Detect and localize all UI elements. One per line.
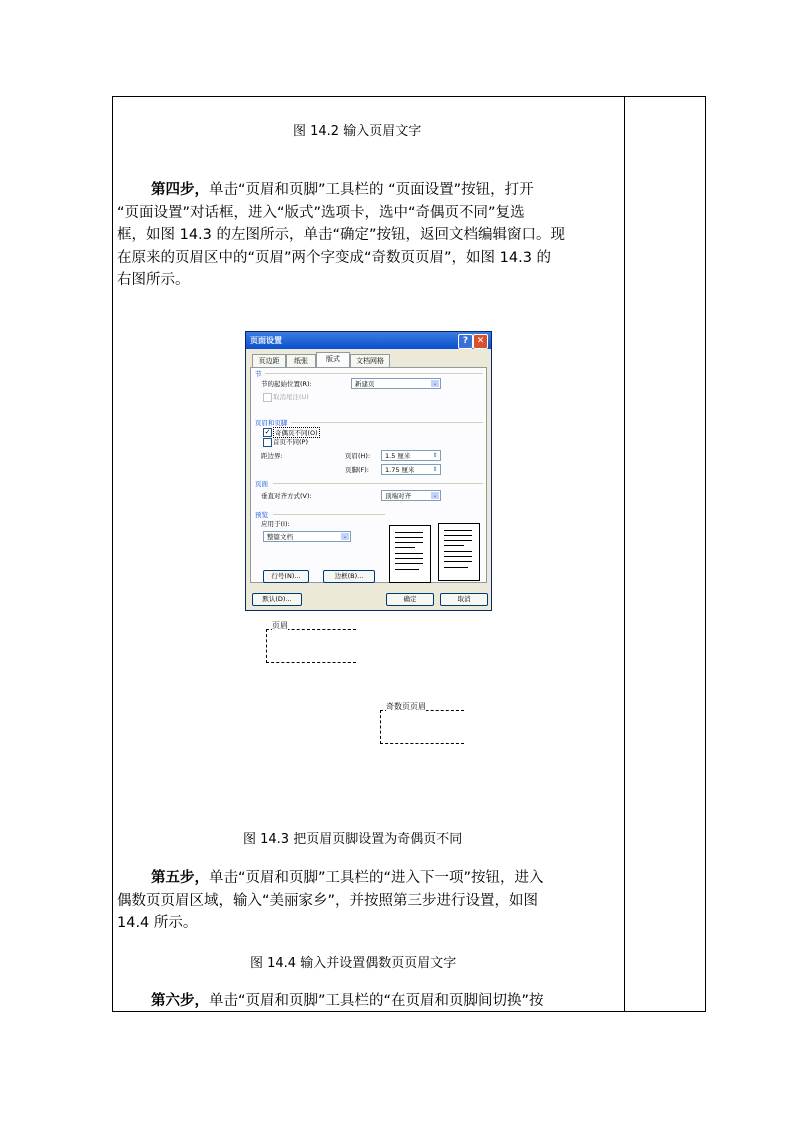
preview-line (444, 545, 464, 546)
preview-line (395, 563, 423, 564)
ok-button[interactable]: 确定 (386, 593, 434, 606)
step-4-line-5: 右图所示。 (117, 272, 190, 288)
page-group-label: 页面 (255, 480, 268, 488)
step-4-line-2: “页面设置”对话框，进入“版式”选项卡，选中“奇偶页不同”复选 (117, 204, 525, 221)
preview-line (444, 540, 472, 541)
figure-14-3-caption: 图 14.3 把页眉页脚设置为奇偶页不同 (243, 832, 463, 847)
header-preview-before-bottom (266, 662, 356, 663)
apply-to-label: 应用于(I): (261, 520, 290, 528)
borders-button[interactable]: 边框(B)... (323, 570, 375, 583)
preview-line (395, 558, 423, 559)
dialog-title-bar (246, 332, 491, 349)
spinner-icon[interactable]: ⇕ (432, 466, 438, 473)
preview-line (444, 561, 472, 562)
figure-14-2-caption: 图 14.2 输入页眉文字 (293, 124, 422, 139)
from-edge-label: 距边界: (261, 452, 283, 460)
tab-margins[interactable]: 页边距 (252, 354, 286, 367)
step-4-text-1: 单击“页眉和页脚”工具栏的 “页面设置”按钮，打开 (209, 182, 534, 198)
preview-line (444, 535, 472, 536)
header-distance-value: 1.5 厘米 (385, 452, 411, 460)
chevron-down-icon: ⌄ (432, 380, 438, 387)
dialog-title: 页面设置 (250, 336, 282, 345)
step-5-line-2: 偶数页页眉区域，输入“美丽家乡”，并按照第三步进行设置，如图 (117, 892, 539, 909)
step-5-line-1 (117, 867, 621, 890)
footer-distance-label: 页脚(F): (345, 466, 370, 474)
section-group-label: 节 (255, 370, 262, 378)
step-4-line-1 (117, 179, 621, 202)
preview-line (444, 551, 472, 552)
cancel-button[interactable]: 取消 (440, 593, 488, 606)
step-4-line-3: 框，如图 14.3 的左图所示，单击“确定”按钮，返回文档编辑窗口。现 (117, 227, 566, 243)
preview-group-label: 预览 (255, 511, 268, 519)
figure-14-4-caption: 图 14.4 输入并设置偶数页页眉文字 (250, 956, 457, 971)
page-group-rule (273, 483, 483, 484)
spinner-icon[interactable]: ⇕ (432, 452, 438, 459)
step-5-text-1: 单击“页眉和页脚”工具栏的“进入下一项”按钮，进入 (209, 870, 544, 886)
vertical-align-label: 垂直对齐方式(V): (261, 492, 312, 500)
help-icon[interactable]: ? (458, 334, 473, 349)
step-6-paragraph (117, 990, 621, 1013)
header-preview-after-label: 奇数页页眉 (386, 702, 426, 711)
header-distance-label: 页眉(H): (345, 452, 371, 460)
footer-distance-value: 1.75 厘米 (385, 466, 415, 474)
preview-page-right (438, 523, 480, 581)
step-6-line-1 (117, 990, 621, 1013)
chevron-down-icon: ⌄ (432, 492, 438, 499)
close-icon[interactable]: ✕ (473, 334, 488, 349)
table-column-divider (624, 96, 625, 1012)
suppress-endnotes-checkbox (263, 393, 272, 402)
step-5-paragraph (117, 867, 621, 935)
step-6-text-1: 单击“页眉和页脚”工具栏的“在页眉和页脚间切换”按 (209, 993, 544, 1009)
odd-even-checkbox[interactable]: ✓ (264, 428, 271, 436)
section-start-label: 节的起始位置(R): (261, 380, 312, 388)
preview-line (395, 537, 423, 538)
preview-line (395, 553, 423, 554)
apply-to-value: 整篇文档 (267, 533, 293, 541)
section-start-select[interactable] (351, 378, 441, 389)
vertical-align-value: 顶端对齐 (385, 492, 411, 500)
preview-line (395, 547, 415, 548)
tab-document-grid[interactable]: 文档网格 (350, 354, 390, 367)
line-numbers-button[interactable]: 行号(N)... (263, 570, 309, 583)
step-4-lead: 第四步， (151, 182, 209, 198)
step-4-paragraph (117, 179, 621, 292)
headers-footers-group-rule (291, 422, 483, 423)
header-preview-after-bottom (380, 743, 464, 744)
preview-line (444, 530, 472, 531)
preview-line (395, 532, 423, 533)
preview-page-left (389, 525, 431, 583)
header-preview-before-label: 页眉 (272, 621, 288, 630)
headers-footers-group-label: 页眉和页脚 (255, 419, 288, 427)
step-4-line-4: 在原来的页眉区中的“页眉”两个字变成“奇数页页眉”，如图 14.3 的 (117, 249, 552, 266)
tab-layout[interactable]: 版式 (316, 352, 350, 368)
preview-line (395, 542, 423, 543)
first-page-checkbox[interactable] (263, 438, 272, 447)
header-distance-input[interactable] (381, 450, 441, 461)
vertical-align-select[interactable] (381, 490, 441, 501)
step-5-lead: 第五步， (151, 870, 209, 886)
page-setup-dialog (245, 331, 492, 611)
step-5-line-3: 14.4 所示。 (117, 915, 198, 931)
preview-group-rule (273, 514, 385, 515)
odd-even-label: 奇偶页不同(O) (275, 429, 318, 437)
first-page-label: 首页不同(P) (273, 438, 308, 446)
preview-line (444, 567, 468, 568)
header-preview-before-border (266, 629, 267, 663)
suppress-endnotes-label: 取消尾注(U) (273, 393, 309, 401)
section-group-rule (265, 373, 483, 374)
section-start-value: 新建页 (355, 380, 375, 388)
tab-paper[interactable]: 纸张 (286, 354, 316, 367)
preview-line (395, 569, 419, 570)
default-button[interactable]: 默认(D)... (252, 593, 302, 606)
apply-to-select[interactable] (263, 531, 351, 542)
header-preview-after-border (380, 710, 381, 744)
chevron-down-icon: ⌄ (342, 533, 348, 540)
step-6-lead: 第六步， (151, 993, 209, 1009)
footer-distance-input[interactable] (381, 464, 441, 475)
preview-line (444, 556, 472, 557)
layout-tab-pane (250, 367, 487, 583)
